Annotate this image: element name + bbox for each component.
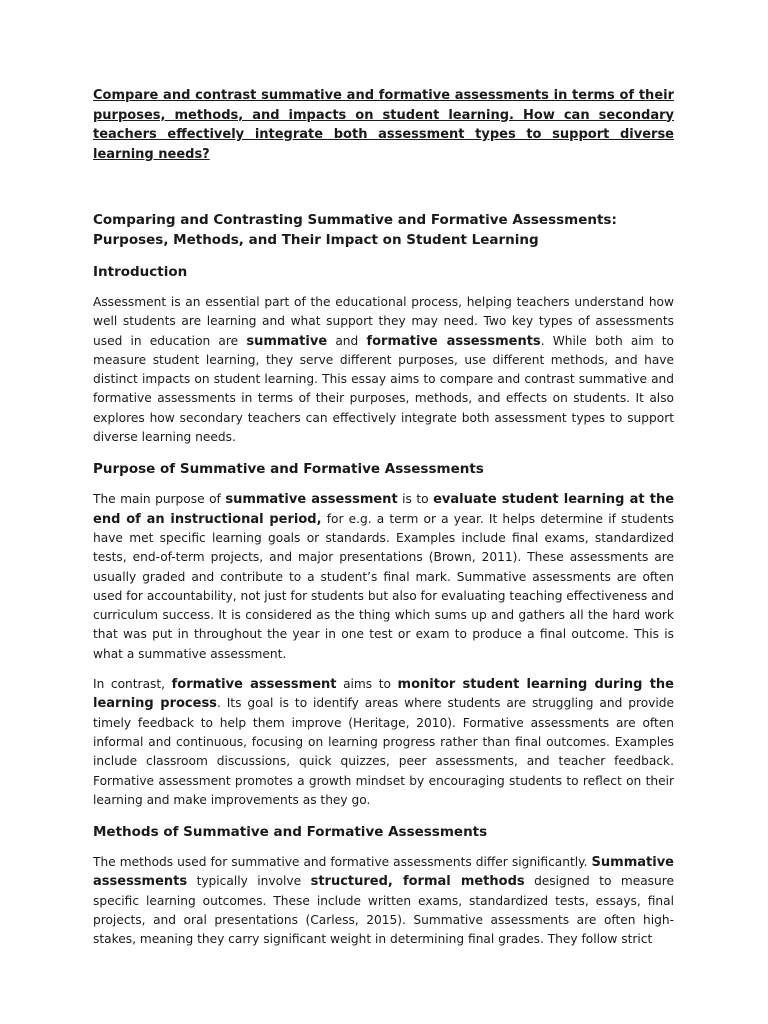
text-run: designed to measure specific learning outcomes. These include written exams, standardized tests, essays, final projects, and oral presentations (Carless, 2015). Summative assessments are often high-stakes, meaning they carry significant weight in determining final grades. They follow strict (93, 874, 674, 947)
text-run: typically involve (187, 874, 311, 889)
paragraph-methods (93, 853, 674, 949)
text-run: In contrast, (93, 677, 172, 692)
essay-question: Compare and contrast summative and formative assessments in terms of their purposes, methods, and impacts on student learning. How can secondary teachers effectively integrate both assessment types to support diverse learning needs? (93, 88, 674, 162)
bold-term: summative (246, 333, 328, 349)
essay-title: Comparing and Contrasting Summative and Formative Assessments: Purposes, Methods, and Their Impact on Student Learning (93, 212, 617, 248)
heading-purpose: Purpose of Summative and Formative Assessments (93, 461, 484, 478)
paragraph-introduction (93, 293, 674, 447)
document-content (93, 86, 674, 950)
bold-term: formative assessments (366, 333, 541, 349)
text-run: is to (397, 492, 434, 507)
bold-term: Summative assessments (93, 855, 674, 890)
bold-term: structured, formal methods (310, 874, 525, 890)
text-run: and (327, 333, 367, 348)
text-run: . While both aim to measure student learning, they serve different purposes, use different methods, and have distinct impacts on student learning. This essay aims to compare and contrast summative and formative assessments in terms of their purposes, methods, and effects on students. It also explores how secondary teachers can effectively integrate both assessment types to support diverse learning needs. (93, 333, 674, 445)
text-run: The main purpose of (93, 492, 226, 507)
text-run: aims to (336, 677, 398, 692)
text-run: The methods used for summative and formative assessments differ significantly. (93, 855, 592, 870)
bold-term: evaluate student learning at the end of an instructional period, (93, 492, 675, 527)
paragraph-formative-purpose (93, 675, 674, 810)
text-run: Assessment is an essential part of the educational process, helping teachers understand how well students are learning and what support they may need. Two key types of assessments used in education are (93, 295, 674, 348)
heading-introduction: Introduction (93, 264, 188, 280)
text-run: for e.g. a term or a year. It helps determine if students have met specific learning goals or standards. Examples include final exams, standardized tests, end-of-term projects, and major presentations (Brown, 2011). These assessments are usually graded and contribute to a student’s final mark. Summative assessments are often used for accountability, not just for students but also for evaluating teaching effectiveness and curriculum success. It is considered as the thing which sums up and gathers all the hard work that was put in throughout the year in one test or exam to produce a final outcome. This is what a summative assessment. (93, 511, 674, 661)
heading-methods: Methods of Summative and Formative Assessments (93, 824, 488, 841)
paragraph-summative-purpose (93, 490, 674, 664)
text-run: . Its goal is to identify areas where students are struggling and provide timely feedback to help them improve (Heritage, 2010). Formative assessments are often informal and continuous, focusing on learning progress rather than final outcomes. Examples include classroom discussions, quick quizzes, peer assessments, and teacher feedback. Formative assessment promotes a growth mindset by encouraging students to reflect on their learning and make improvements as they go. (93, 696, 674, 807)
bold-term: monitor student learning during the learning process (93, 677, 674, 712)
bold-term: formative assessment (171, 677, 337, 693)
bold-term: summative assessment (225, 492, 398, 508)
